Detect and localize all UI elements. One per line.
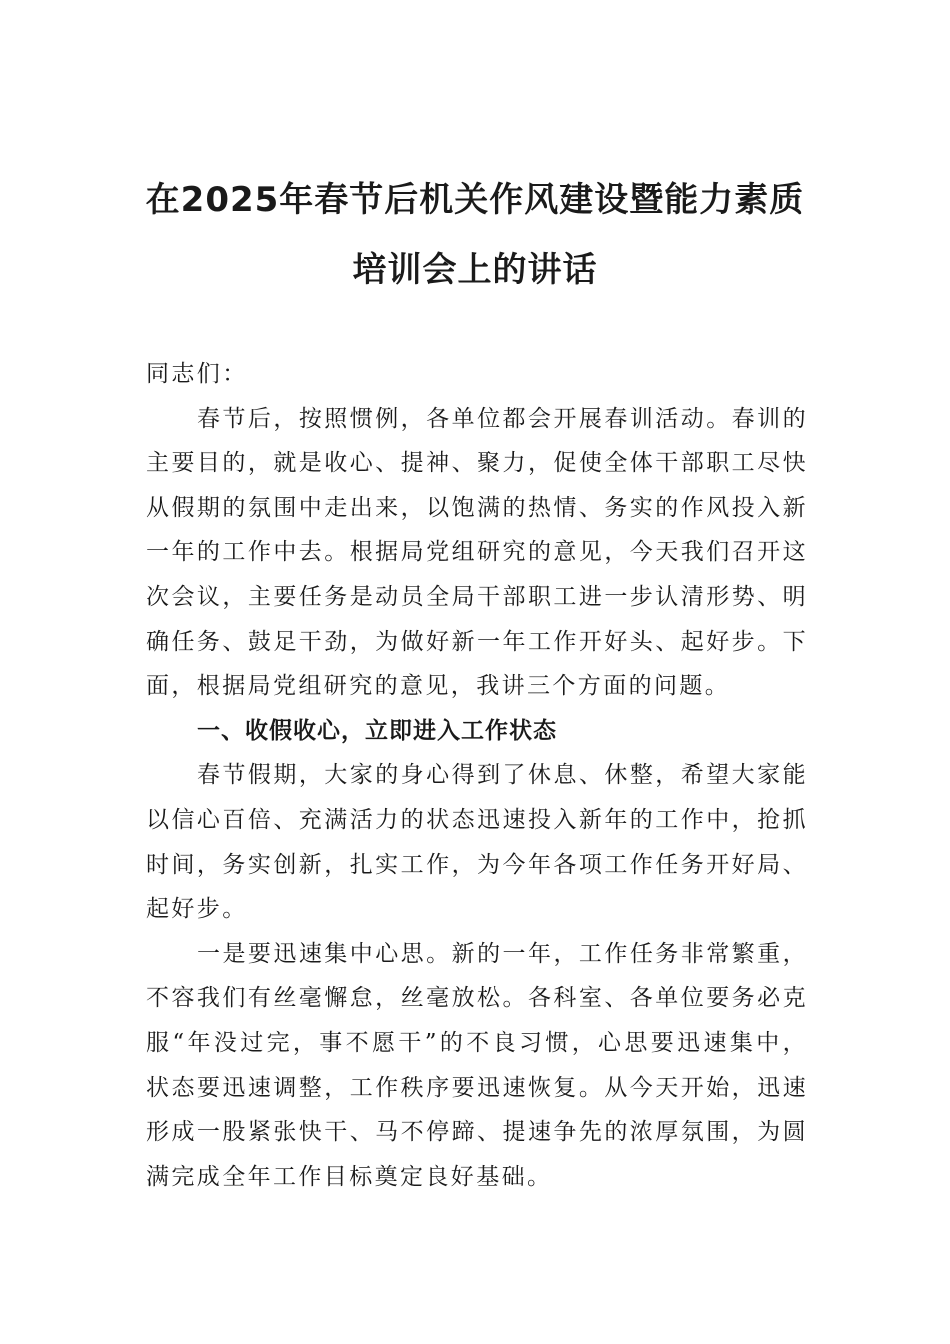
document-title-line-2: 培训会上的讲话 <box>352 250 598 290</box>
salutation: 同志们： <box>146 361 248 387</box>
section-heading: 一、收假收心，立即进入工作状态 <box>197 717 557 744</box>
section-paragraph-1: 春节假期，大家的身心得到了休息、休整，希望大家能以信心百倍、充满活力的状态迅速投入新年的工作中，抢抓时间，务实创新，扎实工作，为今年各项工作任务开好局、起好步。 <box>146 762 808 923</box>
document-title-line-1: 在2025年春节后机关作风建设暨能力素质 <box>145 180 805 220</box>
intro-paragraph: 春节后，按照惯例，各单位都会开展春训活动。春训的主要目的，就是收心、提神、聚力，促使全体干部职工尽快从假期的氛围中走出来，以饱满的热情、务实的作风投入新一年的工作中去。根据局党组研究的意见，今天我们召开这次会议，主要任务是动员全局干部职工进一步认清形势、明确任务、鼓足干劲，为做好新一年工作开好头、起好步。下面，根据局党组研究的意见，我讲三个方面的问题。 <box>146 405 808 700</box>
document-body <box>146 352 808 1199</box>
section-paragraph-2: 一是要迅速集中心思。新的一年，工作任务非常繁重，不容我们有丝毫懈怠，丝毫放松。各科室、各单位要务必克服“年没过完，事不愿干”的不良习惯，心思要迅速集中，状态要迅速调整，工作秩序要迅速恢复。从今天开始，迅速形成一股紧张快干、马不停蹄、提速争先的浓厚氛围，为圆满完成全年工作目标奠定良好基础。 <box>146 940 808 1190</box>
